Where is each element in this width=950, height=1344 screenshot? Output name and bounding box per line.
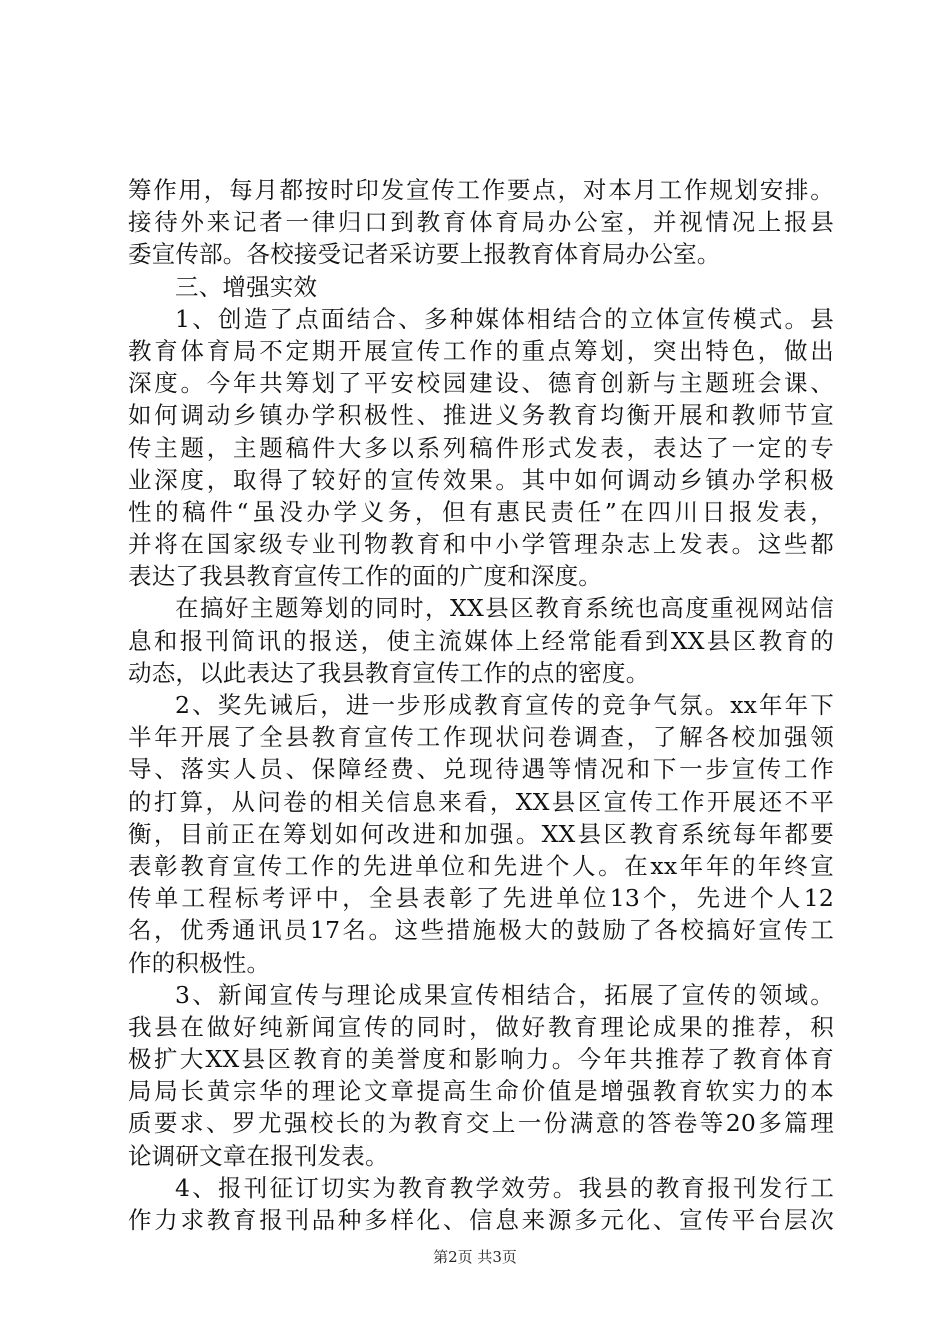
text-line: 接待外来记者一律归口到教育体育局办公室，并视情况上报县	[128, 208, 834, 237]
text-line: 在搞好主题筹划的同时，XX县区教育系统也高度重视网站信	[175, 594, 834, 623]
text-line: 作力求教育报刊品种多样化、信息来源多元化、宣传平台层次	[128, 1206, 834, 1234]
text-line: 筹作用，每月都按时印发宣传工作要点，对本月工作规划安排。	[128, 176, 834, 204]
section-heading: 三、增强实效	[175, 272, 318, 301]
text-line: 作的积极性。	[128, 948, 271, 977]
body-text	[128, 174, 834, 1236]
text-line: 4、报刊征订切实为教育教学效劳。我县的教育报刊发行工	[175, 1173, 834, 1202]
text-line: 半年开展了全县教育宣传工作现状问卷调查，了解各校加强领	[128, 723, 834, 752]
text-line: 性的稿件“虽没办学义务，但有惠民责任”在四川日报发表，	[128, 497, 834, 526]
text-line: 表达了我县教育宣传工作的面的广度和深度。	[128, 562, 602, 591]
text-line: 1、创造了点面结合、多种媒体相结合的立体宣传模式。县	[175, 304, 834, 333]
text-line: 名，优秀通讯员17名。这些措施极大的鼓励了各校搞好宣传工	[128, 916, 834, 945]
text-line: 委宣传部。各校接受记者采访要上报教育体育局办公室。	[128, 240, 721, 269]
text-line: 动态，以此表达了我县教育宣传工作的点的密度。	[128, 658, 650, 687]
page-footer	[0, 1247, 950, 1267]
text-line: 业深度，取得了较好的宣传效果。其中如何调动乡镇办学积极	[128, 465, 834, 494]
text-line: 并将在国家级专业刊物教育和中小学管理杂志上发表。这些都	[128, 530, 834, 559]
text-line: 质要求、罗尤强校长的为教育交上一份满意的答卷等20多篇理	[128, 1109, 834, 1138]
text-line: 论调研文章在报刊发表。	[128, 1141, 389, 1170]
text-line: 的打算，从问卷的相关信息来看，XX县区宣传工作开展还不平	[128, 787, 834, 816]
text-line: 传单工程标考评中，全县表彰了先进单位13个，先进个人12	[128, 884, 834, 913]
text-line: 衡，目前正在筹划如何改进和加强。XX县区教育系统每年都要	[128, 819, 834, 848]
text-line: 表彰教育宣传工作的先进单位和先进个人。在xx年年的年终宣	[128, 851, 834, 880]
text-line: 极扩大XX县区教育的美誉度和影响力。今年共推荐了教育体育	[128, 1045, 834, 1074]
text-line: 2、奖先诫后，进一步形成教育宣传的竞争气氛。xx年年下	[175, 691, 834, 719]
text-line: 导、落实人员、保障经费、兑现待遇等情况和下一步宣传工作	[128, 755, 834, 784]
text-line: 息和报刊简讯的报送，使主流媒体上经常能看到XX县区教育的	[128, 626, 834, 655]
text-line: 3、新闻宣传与理论成果宣传相结合，拓展了宣传的领域。	[175, 980, 834, 1009]
page-number: 第2页 共3页	[433, 1248, 517, 1266]
text-line: 深度。今年共筹划了平安校园建设、德育创新与主题班会课、	[128, 369, 834, 398]
text-line: 传主题，主题稿件大多以系列稿件形式发表，表达了一定的专	[128, 433, 834, 462]
text-line: 我县在做好纯新闻宣传的同时，做好教育理论成果的推荐，积	[128, 1012, 834, 1041]
text-line: 如何调动乡镇办学积极性、推进义务教育均衡开展和教师节宣	[128, 401, 834, 430]
text-line: 教育体育局不定期开展宣传工作的重点筹划，突出特色，做出	[128, 336, 834, 365]
text-line: 局局长黄宗华的理论文章提高生命价值是增强教育软实力的本	[128, 1077, 834, 1106]
